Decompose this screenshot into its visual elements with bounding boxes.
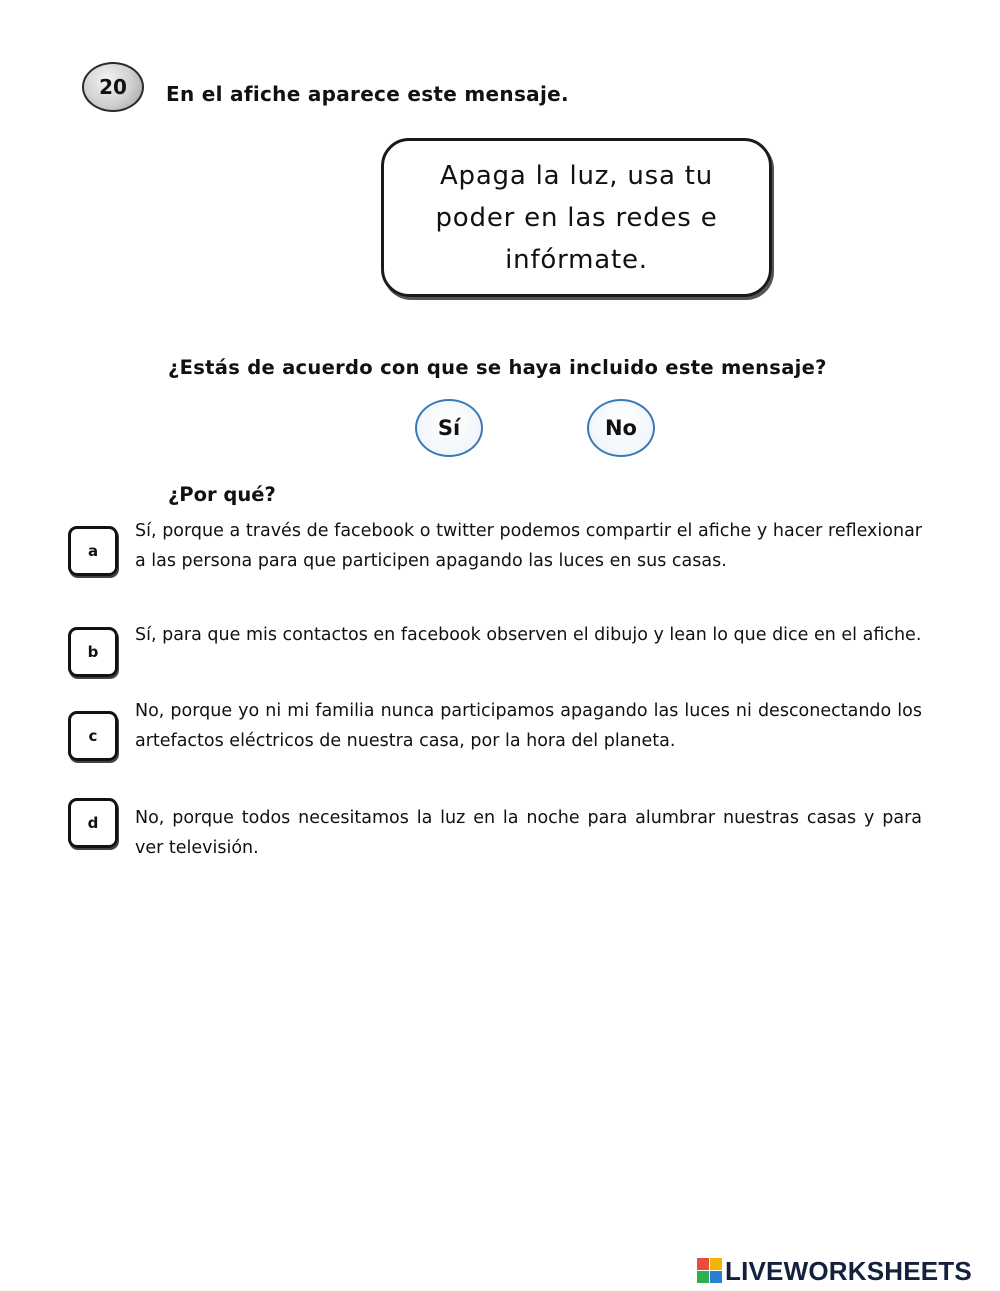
option-b-text: Sí, para que mis contactos en facebook observen el dibujo y lean lo que dice en el afiche. [135,625,922,645]
liveworksheets-logo-text: LIVEWORKSHEETS [725,1255,972,1286]
option-a-text: Sí, porque a través de facebook o twitter podemos compartir el afiche y hacer reflexionar a las persona para que participen apagando las luces en sus casas. [135,521,922,571]
agreement-question: ¿Estás de acuerdo con que se haya incluido este mensaje? [168,356,827,379]
why-label: ¿Por qué? [168,483,276,506]
question-number-badge: 20 [82,62,144,112]
liveworksheets-logo-icon [697,1258,723,1284]
option-d-text: No, porque todos necesitamos la luz en la noche para alumbrar nuestras casas y para ver televisión. [135,808,922,858]
poster-message-box [381,138,772,297]
option-a-checkbox[interactable]: a [68,526,118,576]
no-choice-button[interactable]: No [587,399,655,457]
option-c-checkbox[interactable]: c [68,711,118,761]
option-b-checkbox[interactable]: b [68,627,118,677]
option-c-text: No, porque yo ni mi familia nunca participamos apagando las luces ni desconectando los artefactos eléctricos de nuestra casa, por la hora del planeta. [135,701,922,751]
question-prompt: En el afiche aparece este mensaje. [166,82,569,106]
yes-choice-button[interactable]: Sí [415,399,483,457]
liveworksheets-logo [697,1255,972,1287]
option-d-checkbox[interactable]: d [68,798,118,848]
poster-message-text: Apaga la luz, usa tu poder en las redes e infórmate. [435,160,718,275]
